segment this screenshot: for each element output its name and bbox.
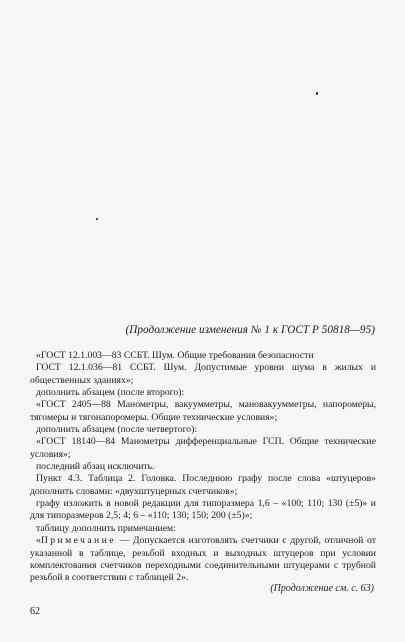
print-speck (96, 218, 98, 220)
paragraph: ГОСТ 12.1.036—81 ССБТ. Шум. Допустимые уровни шума в жилых и общественных зданиях»; (30, 362, 376, 386)
note-text: — Допускается изготовлять счетчики с другой, отличной от указанной в таблице, резьбой входных и выходных штуцеров при условии комплектования счетчиков переходными соединительными штуцерами с трубной резьбой в соответствии с таблицей 2». (30, 535, 376, 584)
paragraph: «ГОСТ 18140—84 Манометры дифференциальные ГСП. Общие технические условия»; (30, 436, 376, 460)
page-number: 62 (30, 606, 40, 617)
paragraph: таблицу дополнить примечанием: (36, 522, 176, 534)
continuation-header: (Продолжение изменения № 1 к ГОСТ Р 50818—95) (125, 324, 375, 336)
paragraph: «ГОСТ 12.1.003—83 ССБТ. Шум. Общие требования безопасности (36, 350, 314, 361)
paragraph: графу изложить в новой редакции для типоразмера 1,6 – «100; 110; 130 (±5)» и для типоразмеров 2,5; 4; 6 – «110; 130; 150; 200 (±5)»; (30, 498, 376, 522)
note-label: Примечание (40, 535, 116, 547)
paragraph: дополнить абзацем (после второго): (36, 387, 185, 399)
paragraph: дополнить абзацем (после четвертого): (36, 424, 198, 436)
document-body (30, 350, 376, 585)
paragraph: Пункт 4.3. Таблица 2. Головка. Последнюю графу после слова «штуцеров» дополнить словами: «двухштуцерных счетчиков»; (30, 473, 376, 497)
print-speck (316, 92, 318, 95)
note-paragraph: «Примечание — Допускается изготовлять счетчики с другой, отличной от указанной в таблице, резьбой входных и выходных штуцеров при условии комплектования счетчиков переходными соединительными штуцерами с трубной резьбой в соответствии с таблицей 2». (30, 535, 376, 584)
paragraph: «ГОСТ 2405—88 Манометры, вакуумметры, мановакуумметры, напоромеры, тягомеры и тягонапоромеры. Общие технические условия»; (30, 399, 376, 423)
paragraph: последний абзац исключить. (36, 461, 155, 473)
continuation-footer: (Продолжение см. с. 63) (270, 583, 374, 594)
